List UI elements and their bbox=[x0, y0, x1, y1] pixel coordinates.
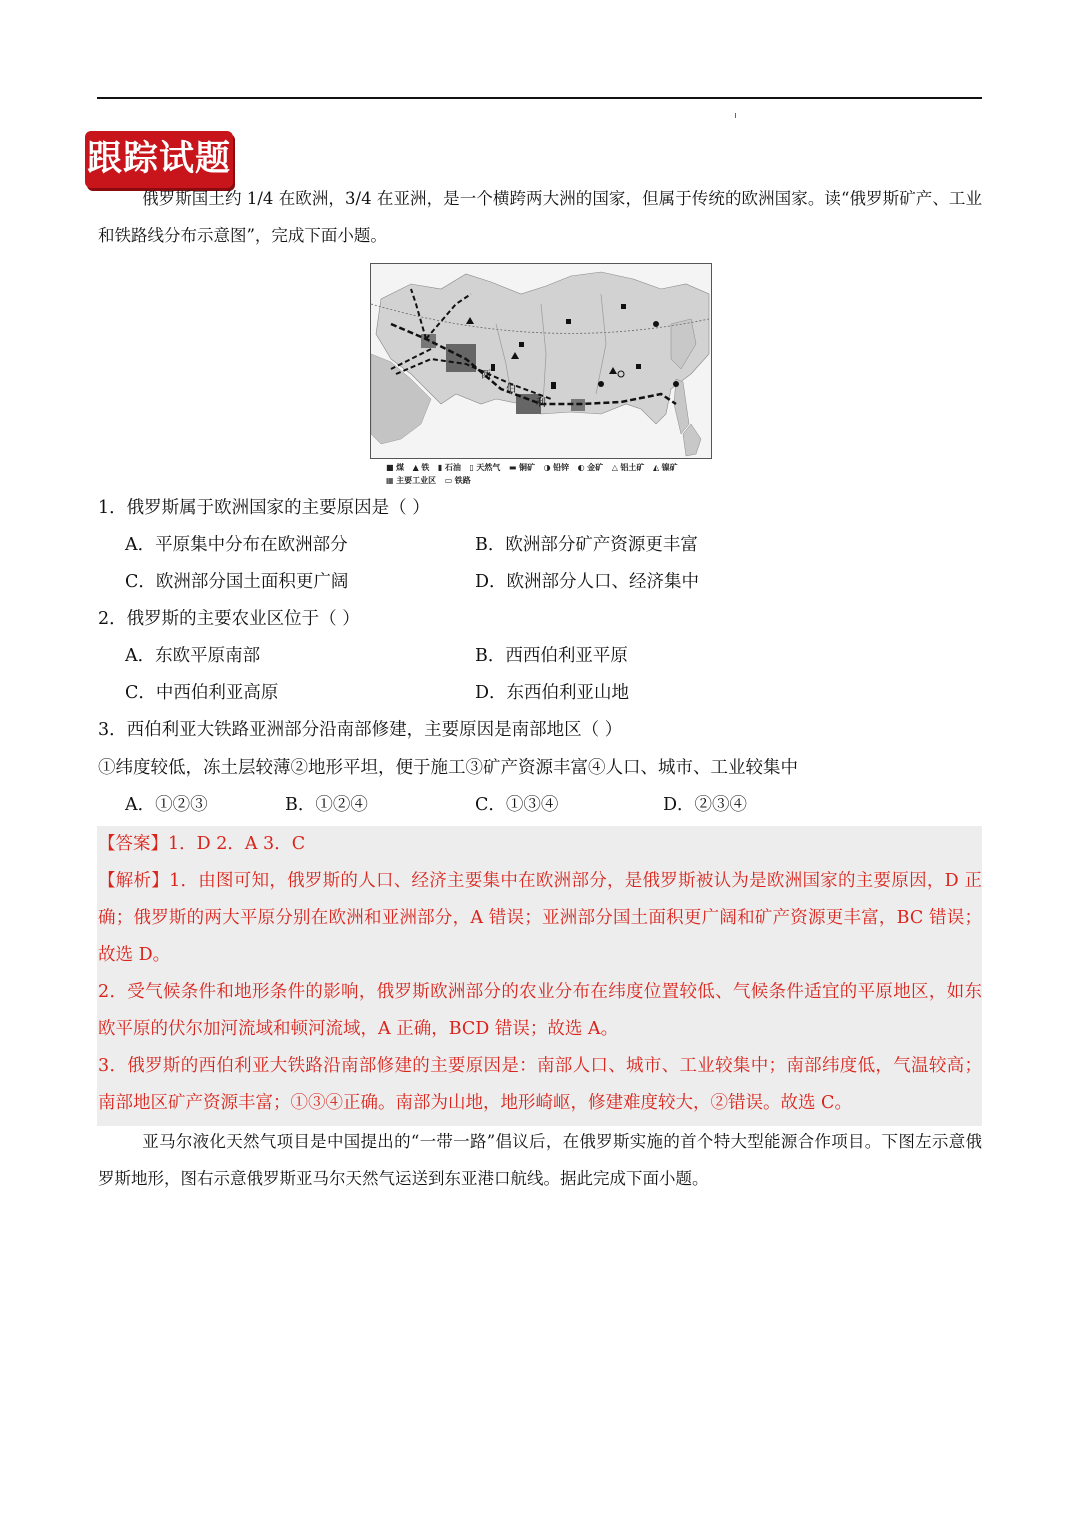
q3-option-a: A．①②③ bbox=[125, 795, 208, 815]
legend-iron: ▲ 铁 bbox=[412, 463, 430, 472]
question-2-stem: 2．俄罗斯的主要农业区位于（ ） bbox=[98, 609, 360, 629]
legend-industrial: ▦ 主要工业区 bbox=[386, 476, 437, 485]
q1-option-c: C．欧洲部分国土面积更广阔 bbox=[125, 572, 349, 592]
legend-gold: ◐ 金矿 bbox=[577, 463, 604, 472]
map-svg bbox=[371, 264, 711, 458]
header-rule bbox=[97, 97, 982, 99]
intro-1-text: 俄罗斯国土约 1/4 在欧洲，3/4 在亚洲，是一个横跨两大洲的国家，但属于传统的欧洲国家。读“俄罗斯矿产、工业和铁路线分布示意图”，完成下面小题。 bbox=[98, 189, 982, 245]
legend-gas: ▯ 天然气 bbox=[469, 463, 501, 472]
russia-map-figure bbox=[370, 263, 712, 459]
intro-paragraph-2 bbox=[98, 1123, 982, 1197]
q1-option-d: D．欧洲部分人口、经济集中 bbox=[475, 572, 700, 592]
legend-nickel: ◭ 镍矿 bbox=[652, 463, 678, 472]
q3-option-b: B．①②④ bbox=[285, 795, 368, 815]
analysis-3: 3．俄罗斯的西伯利亚大铁路沿南部修建的主要原因是：南部人口、城市、工业较集中；南部纬度低，气温较高；南部地区矿产资源丰富；①③④正确。南部为山地，地形崎岖，修建难度较大，②错误。故选 C。 bbox=[98, 1056, 982, 1113]
legend-leadzinc: ◑ 铅锌 bbox=[543, 463, 570, 472]
legend-coal: ■ 煤 bbox=[386, 463, 405, 472]
section-badge: 跟踪试题 bbox=[85, 131, 233, 188]
intro-paragraph-1 bbox=[98, 180, 982, 254]
q3-option-d: D．②③④ bbox=[663, 795, 748, 815]
map-label-li: 利 bbox=[536, 398, 546, 409]
q2-option-c: C．中西伯利亚高原 bbox=[125, 683, 279, 703]
answer-line: 【答案】1．D 2．A 3．C bbox=[98, 834, 306, 854]
question-1-stem: 1．俄罗斯属于欧洲国家的主要原因是（ ） bbox=[98, 498, 430, 518]
q2-option-d: D．东西伯利亚山地 bbox=[475, 683, 630, 703]
page-mark bbox=[735, 113, 736, 118]
legend-copper: ▬ 铜矿 bbox=[508, 463, 536, 472]
question-3-stem: 3．西伯利亚大铁路亚洲部分沿南部修建，主要原因是南部地区（ ） bbox=[98, 720, 623, 740]
legend-bauxite: △ 铝土矿 bbox=[611, 463, 645, 472]
intro-2-text: 亚马尔液化天然气项目是中国提出的“一带一路”倡议后，在俄罗斯实施的首个特大型能源合作项目。下图左示意俄罗斯地形，图右示意俄罗斯亚马尔天然气运送到东亚港口航线。据此完成下面小题。 bbox=[98, 1132, 982, 1188]
legend-railway: ▭ 铁路 bbox=[444, 476, 471, 485]
map-label-bo: 伯 bbox=[506, 384, 516, 395]
analysis-1: 【解析】1．由图可知，俄罗斯的人口、经济主要集中在欧洲部分，是俄罗斯被认为是欧洲国家的主要原因，D 正确；俄罗斯的两大平原分别在欧洲和亚洲部分，A 错误；亚洲部分国土面积更广阔和矿产资源更丰富，BC 错误；故选 D。 bbox=[98, 871, 982, 965]
q3-option-c: C．①③④ bbox=[475, 795, 559, 815]
q1-option-b: B．欧洲部分矿产资源更丰富 bbox=[475, 535, 698, 555]
map-label-xi: 西 bbox=[481, 370, 491, 381]
q2-option-b: B．西西伯利亚平原 bbox=[475, 646, 628, 666]
q2-option-a: A．东欧平原南部 bbox=[125, 646, 261, 666]
q1-option-a: A．平原集中分布在欧洲部分 bbox=[125, 535, 348, 555]
question-3-statements: ①纬度较低，冻土层较薄②地形平坦，便于施工③矿产资源丰富④人口、城市、工业较集中 bbox=[98, 758, 798, 778]
legend-oil: ▮ 石油 bbox=[437, 463, 461, 472]
analysis-2: 2．受气候条件和地形条件的影响，俄罗斯欧洲部分的农业分布在纬度位置较低、气候条件适宜的平原地区，如东欧平原的伏尔加河流域和顿河流域，A 正确，BCD 错误；故选 A。 bbox=[98, 982, 982, 1039]
map-legend bbox=[386, 461, 716, 487]
